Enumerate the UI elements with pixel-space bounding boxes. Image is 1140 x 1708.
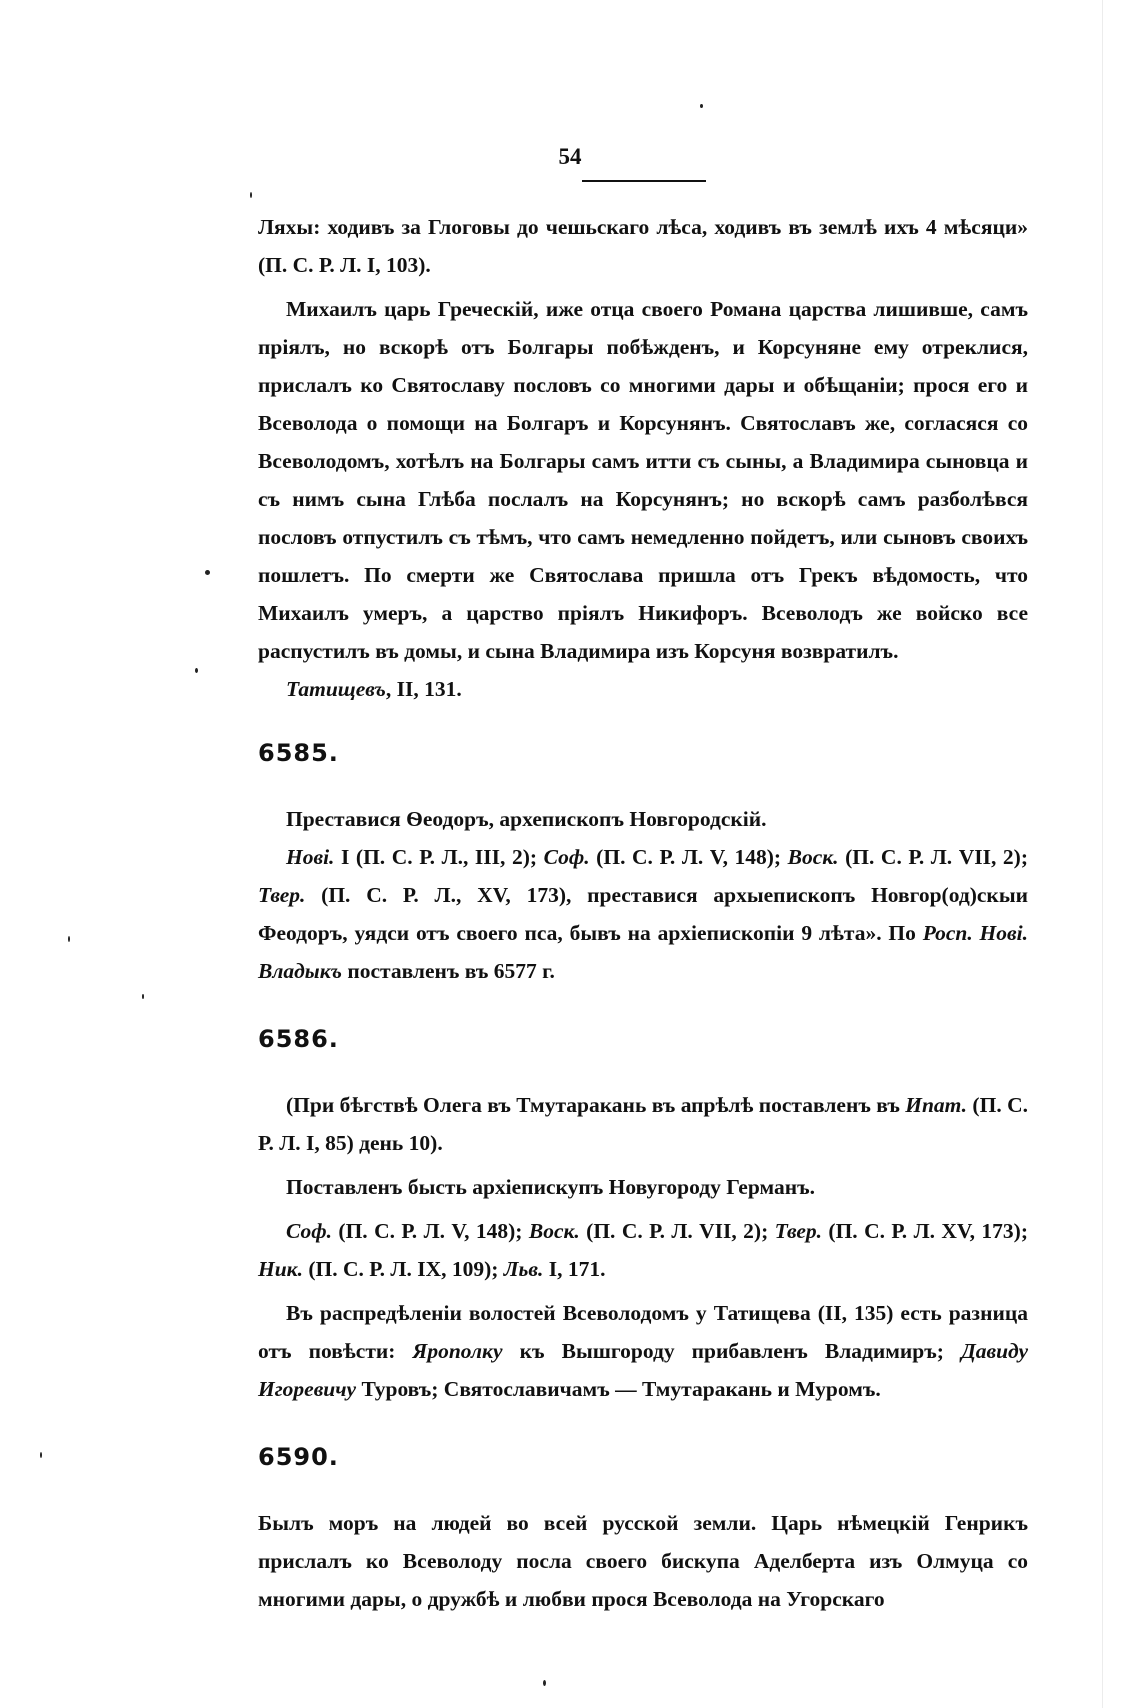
page-number: 54 bbox=[558, 144, 582, 169]
paragraph-oleg-flight: (При бѣгствѣ Олега въ Тмутаракань въ апрѣлѣ поставленъ въ Ипат. (П. С. Р. Л. I, 85) день 10). bbox=[258, 1093, 1028, 1155]
paragraph-german-appointed: Поставленъ бысть архіепискупъ Новугороду Германъ. bbox=[286, 1175, 816, 1199]
ink-speck bbox=[250, 192, 252, 198]
ink-speck bbox=[40, 1452, 42, 1458]
ink-speck bbox=[205, 570, 210, 575]
paragraph-plague-heinrich: Былъ моръ на людей во всей русской земли. Царь нѣмецкій Генрикъ прислалъ ко Всеволоду посла своего бискупа Аделберта изъ Олмуца со многими дары, о дружбѣ и любви прося Всеволода на Угорскаго bbox=[258, 1511, 1028, 1611]
paragraph-volost-distribution: Въ распредѣленіи волостей Всеволодомъ у Татищева (II, 135) есть разница отъ повѣсти: Ярополку къ Вышгороду прибавленъ Владимиръ; Давиду Игоревичу Туровъ; Святославичамъ — Тмутаракань и Муромъ. bbox=[258, 1301, 1028, 1401]
page-edge-shadow bbox=[1102, 0, 1103, 1708]
ink-speck bbox=[142, 994, 144, 999]
body-text bbox=[258, 208, 1028, 1618]
paragraph-chronicle-refs-6586: Соф. (П. С. Р. Л. V, 148); Воск. (П. С. Р. Л. VII, 2); Твер. (П. С. Р. Л. XV, 173); Ник. (П. С. Р. Л. IX, 109); Льв. I, 171. bbox=[258, 1219, 1028, 1281]
paragraph-tatishchev-quote: Михаилъ царь Греческій, иже отца своего Романа царства лишивше, самъ пріялъ, но вскорѣ отъ Болгары побѣжденъ, и Корсуняне ему отреклися, прислалъ ко Святославу пословъ со многими дары и обѣщаніи; прося его и Всеволода о помощи на Болгаръ и Корсунянъ. Святославъ же, согласяся со Всеволодомъ, хотѣлъ на Болгары самъ итти съ сыны, а Владимира сыновца и съ нимъ сына Глѣба послалъ на Корсунянъ; но вскорѣ самъ разболѣвся пословъ отпустилъ съ тѣмъ, что самъ немедленно пойдетъ, или сыновъ своихъ пошлетъ. По смерти же Святослава пришла отъ Грекъ вѣдомость, что Михаилъ умеръ, а царство пріялъ Никифоръ. Всеволодъ же войско все распустилъ въ домы, и сына Владимира изъ Корсуня возвратилъ. bbox=[258, 297, 1028, 663]
header-rule bbox=[582, 180, 706, 182]
ink-speck bbox=[700, 104, 703, 108]
ink-speck bbox=[195, 668, 198, 673]
ink-speck bbox=[68, 936, 70, 942]
ink-speck bbox=[543, 1680, 546, 1686]
paragraph-continuation: Ляхы: ходивъ за Глоговы до чешьскаго лѣса, ходивъ въ землѣ ихъ 4 мѣсяци» (П. С. Р. Л. I, 103). bbox=[258, 215, 1028, 277]
year-heading-6585: 6585. bbox=[258, 739, 339, 767]
year-heading-6586: 6586. bbox=[258, 1025, 339, 1053]
source-name: Татищевъ bbox=[286, 677, 386, 701]
paragraph-chronicle-refs-6585: Нові. I (П. С. Р. Л., III, 2); Соф. (П. С. Р. Л. V, 148); Воск. (П. С. Р. Л. VII, 2); Твер. (П. С. Р. Л., XV, 173), преставися архыепископъ Новгор(од)скыи Феодоръ, уядси отъ своего пса, бывъ на архіепископіи 9 лѣта». По Росп. Нові. Владыкъ поставленъ въ 6577 г. bbox=[258, 845, 1028, 983]
year-heading-6590: 6590. bbox=[258, 1443, 339, 1471]
paragraph-feodor-death: Преставися Ѳеодоръ, архепископъ Новгородскій. bbox=[286, 807, 767, 831]
paragraph-source-tatishchev: Татищевъ, II, 131. bbox=[286, 677, 462, 701]
